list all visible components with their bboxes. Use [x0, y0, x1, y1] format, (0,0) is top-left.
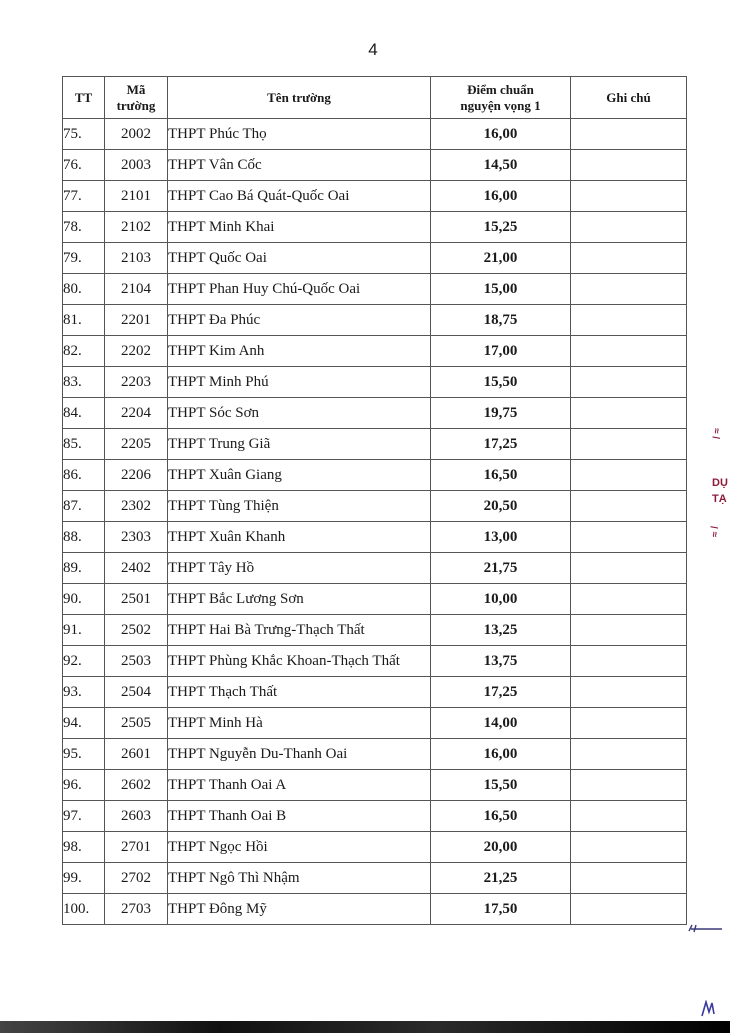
cell-diem-chuan: 16,50: [431, 460, 571, 491]
cell-tt: 88.: [63, 522, 105, 553]
cell-ghi-chu: [571, 677, 687, 708]
cell-tt: 83.: [63, 367, 105, 398]
cell-diem-chuan: 16,00: [431, 739, 571, 770]
cell-ten-truong: THPT Kim Anh: [168, 336, 431, 367]
cell-ghi-chu: [571, 429, 687, 460]
table-row: [63, 274, 687, 305]
table-row: [63, 708, 687, 739]
table-row: [63, 522, 687, 553]
cell-ma-truong: 2002: [105, 119, 168, 150]
cell-ghi-chu: [571, 708, 687, 739]
table-row: [63, 832, 687, 863]
cell-diem-chuan: 10,00: [431, 584, 571, 615]
cell-tt: 77.: [63, 181, 105, 212]
cell-diem-chuan: 16,00: [431, 181, 571, 212]
cell-ten-truong: THPT Nguyễn Du-Thanh Oai: [168, 739, 431, 770]
cell-ten-truong: THPT Vân Cốc: [168, 150, 431, 181]
table-row: [63, 336, 687, 367]
cell-diem-chuan: 21,25: [431, 863, 571, 894]
cell-ghi-chu: [571, 770, 687, 801]
cell-tt: 86.: [63, 460, 105, 491]
cell-ghi-chu: [571, 491, 687, 522]
header-diem-line1: Điểm chuẩn: [467, 81, 534, 97]
cell-ma-truong: 2103: [105, 243, 168, 274]
table-row: [63, 243, 687, 274]
cell-ten-truong: THPT Đa Phúc: [168, 305, 431, 336]
cell-ghi-chu: [571, 863, 687, 894]
table-row: [63, 150, 687, 181]
cell-tt: 94.: [63, 708, 105, 739]
cell-diem-chuan: 17,25: [431, 429, 571, 460]
stamp-fragment: [712, 428, 723, 439]
cell-ma-truong: 2302: [105, 491, 168, 522]
cell-tt: 97.: [63, 801, 105, 832]
cell-ghi-chu: [571, 739, 687, 770]
cell-ghi-chu: [571, 243, 687, 274]
cell-ma-truong: 2101: [105, 181, 168, 212]
cell-tt: 92.: [63, 646, 105, 677]
cell-ten-truong: THPT Hai Bà Trưng-Thạch Thất: [168, 615, 431, 646]
stamp-text-line1: DỤ: [712, 477, 728, 489]
header-diem-chuan: [431, 77, 571, 119]
table-row: [63, 863, 687, 894]
table-row: [63, 305, 687, 336]
table-row: [63, 460, 687, 491]
admission-score-table: [62, 76, 687, 925]
stamp-fragment-lower: [710, 526, 721, 537]
cell-tt: 98.: [63, 832, 105, 863]
cell-diem-chuan: 13,25: [431, 615, 571, 646]
cell-tt: 81.: [63, 305, 105, 336]
table-row: [63, 429, 687, 460]
cell-diem-chuan: 20,50: [431, 491, 571, 522]
cell-diem-chuan: 18,75: [431, 305, 571, 336]
cell-ten-truong: THPT Thanh Oai A: [168, 770, 431, 801]
cell-ma-truong: 2003: [105, 150, 168, 181]
cell-ma-truong: 2206: [105, 460, 168, 491]
table-row: [63, 212, 687, 243]
cell-diem-chuan: 16,00: [431, 119, 571, 150]
header-ma-line2: trường: [116, 97, 156, 113]
cell-diem-chuan: 15,50: [431, 367, 571, 398]
cell-diem-chuan: 15,00: [431, 274, 571, 305]
cell-ten-truong: THPT Phùng Khắc Khoan-Thạch Thất: [168, 646, 431, 677]
table-row: [63, 770, 687, 801]
table-row: [63, 739, 687, 770]
cell-ma-truong: 2703: [105, 894, 168, 925]
page-number: 4: [368, 40, 378, 59]
header-ten-truong: Tên trường: [168, 77, 431, 119]
cell-diem-chuan: 13,75: [431, 646, 571, 677]
cell-ten-truong: THPT Bắc Lương Sơn: [168, 584, 431, 615]
cell-diem-chuan: 13,00: [431, 522, 571, 553]
cell-ten-truong: THPT Minh Phú: [168, 367, 431, 398]
table-row: [63, 553, 687, 584]
cell-ghi-chu: [571, 305, 687, 336]
header-ma-truong: [105, 77, 168, 119]
cell-diem-chuan: 21,00: [431, 243, 571, 274]
cell-diem-chuan: 21,75: [431, 553, 571, 584]
signature-scribble: [700, 1000, 716, 1018]
stamp-text-line2: TẠ: [712, 493, 727, 505]
cell-ghi-chu: [571, 460, 687, 491]
cell-ma-truong: 2504: [105, 677, 168, 708]
table-row: [63, 584, 687, 615]
cell-ma-truong: 2303: [105, 522, 168, 553]
cell-ten-truong: THPT Xuân Khanh: [168, 522, 431, 553]
cell-ten-truong: THPT Tây Hồ: [168, 553, 431, 584]
cell-tt: 76.: [63, 150, 105, 181]
cell-ma-truong: 2505: [105, 708, 168, 739]
cell-diem-chuan: 17,50: [431, 894, 571, 925]
table-row: [63, 181, 687, 212]
cell-tt: 99.: [63, 863, 105, 894]
cell-ghi-chu: [571, 522, 687, 553]
cell-ma-truong: 2203: [105, 367, 168, 398]
cell-ten-truong: THPT Tùng Thiện: [168, 491, 431, 522]
header-diem-line2: nguyện vọng 1: [460, 97, 541, 113]
scan-bottom-edge: [0, 1021, 730, 1033]
cell-ten-truong: THPT Minh Khai: [168, 212, 431, 243]
cell-ten-truong: THPT Đông Mỹ: [168, 894, 431, 925]
cell-tt: 78.: [63, 212, 105, 243]
cell-ten-truong: THPT Cao Bá Quát-Quốc Oai: [168, 181, 431, 212]
cell-ten-truong: THPT Thanh Oai B: [168, 801, 431, 832]
cell-diem-chuan: 14,50: [431, 150, 571, 181]
cell-ma-truong: 2502: [105, 615, 168, 646]
cell-ghi-chu: [571, 615, 687, 646]
cell-diem-chuan: 16,50: [431, 801, 571, 832]
cell-tt: 75.: [63, 119, 105, 150]
cell-ghi-chu: [571, 801, 687, 832]
table-row: [63, 119, 687, 150]
cell-ten-truong: THPT Ngô Thì Nhậm: [168, 863, 431, 894]
cell-tt: 80.: [63, 274, 105, 305]
cell-ten-truong: THPT Xuân Giang: [168, 460, 431, 491]
cell-ma-truong: 2202: [105, 336, 168, 367]
cell-ten-truong: THPT Minh Hà: [168, 708, 431, 739]
cell-ten-truong: THPT Phúc Thọ: [168, 119, 431, 150]
cell-ma-truong: 2402: [105, 553, 168, 584]
cell-ten-truong: THPT Quốc Oai: [168, 243, 431, 274]
table-row: [63, 491, 687, 522]
cell-diem-chuan: 20,00: [431, 832, 571, 863]
cell-ma-truong: 2102: [105, 212, 168, 243]
cell-ghi-chu: [571, 336, 687, 367]
table-row: [63, 615, 687, 646]
cell-diem-chuan: 15,25: [431, 212, 571, 243]
table-row: [63, 677, 687, 708]
cell-ma-truong: 2603: [105, 801, 168, 832]
cell-tt: 100.: [63, 894, 105, 925]
cell-tt: 79.: [63, 243, 105, 274]
cell-ma-truong: 2205: [105, 429, 168, 460]
cell-ghi-chu: [571, 553, 687, 584]
cell-ghi-chu: [571, 119, 687, 150]
cell-ghi-chu: [571, 832, 687, 863]
cell-ghi-chu: [571, 367, 687, 398]
cell-ten-truong: THPT Trung Giã: [168, 429, 431, 460]
cell-ma-truong: 2602: [105, 770, 168, 801]
cell-ten-truong: THPT Phan Huy Chú-Quốc Oai: [168, 274, 431, 305]
cell-tt: 90.: [63, 584, 105, 615]
stamp-slash-mark: / ≈: [712, 427, 724, 440]
cell-ma-truong: 2104: [105, 274, 168, 305]
cell-tt: 84.: [63, 398, 105, 429]
cell-diem-chuan: 17,25: [431, 677, 571, 708]
cell-ma-truong: 2204: [105, 398, 168, 429]
table-row: [63, 646, 687, 677]
cell-ten-truong: THPT Ngọc Hồi: [168, 832, 431, 863]
cell-ma-truong: 2201: [105, 305, 168, 336]
cell-ma-truong: 2501: [105, 584, 168, 615]
cell-ghi-chu: [571, 274, 687, 305]
cell-ten-truong: THPT Sóc Sơn: [168, 398, 431, 429]
cell-tt: 89.: [63, 553, 105, 584]
cell-ma-truong: 2701: [105, 832, 168, 863]
table-header-row: [63, 77, 687, 119]
cell-ma-truong: 2601: [105, 739, 168, 770]
cell-diem-chuan: 15,50: [431, 770, 571, 801]
cell-ghi-chu: [571, 212, 687, 243]
table-row: [63, 801, 687, 832]
cell-ghi-chu: [571, 398, 687, 429]
cell-ghi-chu: [571, 584, 687, 615]
table-row: [63, 894, 687, 925]
table-row: [63, 367, 687, 398]
cell-tt: 96.: [63, 770, 105, 801]
table-body: [63, 119, 687, 925]
signature-stroke: [688, 924, 724, 934]
cell-tt: 85.: [63, 429, 105, 460]
header-ghi-chu: Ghi chú: [571, 77, 687, 119]
cell-diem-chuan: 17,00: [431, 336, 571, 367]
cell-ma-truong: 2503: [105, 646, 168, 677]
cell-ghi-chu: [571, 894, 687, 925]
table-row: [63, 398, 687, 429]
cell-tt: 93.: [63, 677, 105, 708]
cell-tt: 91.: [63, 615, 105, 646]
cell-ten-truong: THPT Thạch Thất: [168, 677, 431, 708]
header-ma-line1: Mã: [126, 81, 146, 97]
header-tt: TT: [63, 77, 105, 119]
cell-tt: 82.: [63, 336, 105, 367]
cell-ma-truong: 2702: [105, 863, 168, 894]
stamp-lower-mark: ≈ /: [710, 525, 722, 538]
cell-ghi-chu: [571, 150, 687, 181]
cell-tt: 87.: [63, 491, 105, 522]
cell-diem-chuan: 19,75: [431, 398, 571, 429]
cell-ghi-chu: [571, 181, 687, 212]
cell-ghi-chu: [571, 646, 687, 677]
cell-tt: 95.: [63, 739, 105, 770]
cell-diem-chuan: 14,00: [431, 708, 571, 739]
